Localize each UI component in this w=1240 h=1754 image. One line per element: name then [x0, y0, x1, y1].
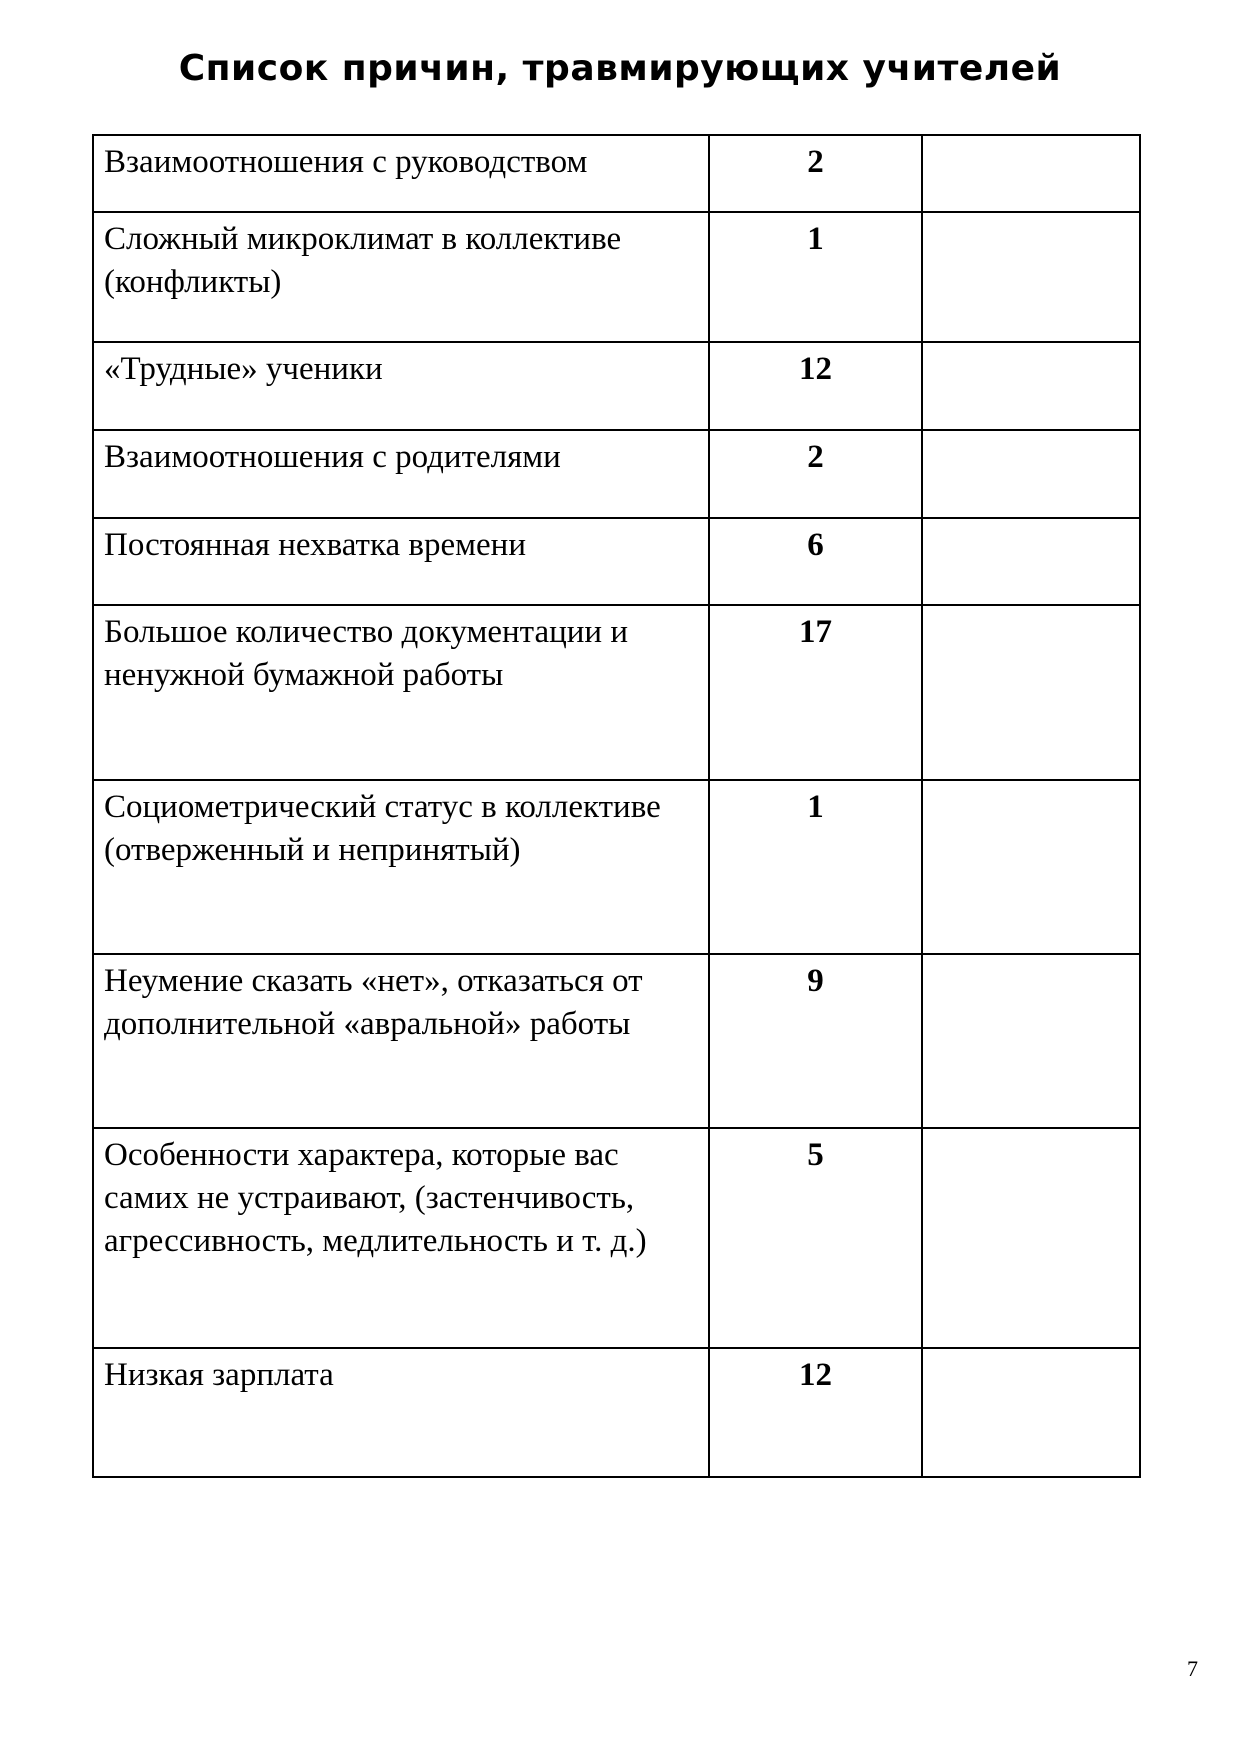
count-cell: 17: [709, 605, 922, 780]
count-cell: 12: [709, 1348, 922, 1477]
table-row: [93, 605, 1140, 780]
reason-cell: Большое количество документации и ненужной бумажной работы: [93, 605, 709, 780]
page-number: 7: [1187, 1656, 1198, 1681]
count-cell: 2: [709, 430, 922, 518]
reason-cell: Низкая зарплата: [93, 1348, 709, 1477]
table-row: [93, 1348, 1140, 1477]
table-row: [93, 518, 1140, 605]
reason-cell: Сложный микроклимат в коллективе (конфликты): [93, 212, 709, 342]
table-row: [93, 780, 1140, 954]
count-cell: 2: [709, 135, 922, 212]
reason-cell: Взаимоотношения с родителями: [93, 430, 709, 518]
count-cell: 9: [709, 954, 922, 1128]
count-cell: 12: [709, 342, 922, 430]
count-cell: 6: [709, 518, 922, 605]
reason-cell: Особенности характера, которые вас самих не устраивают, (застенчивость, агрессивность, медлительность и т. д.): [93, 1128, 709, 1348]
empty-cell: [922, 954, 1140, 1128]
empty-cell: [922, 1348, 1140, 1477]
table-row: [93, 342, 1140, 430]
causes-table: [92, 134, 1141, 1478]
empty-cell: [922, 1128, 1140, 1348]
reason-cell: Неумение сказать «нет», отказаться от дополнительной «авральной» работы: [93, 954, 709, 1128]
table-row: [93, 430, 1140, 518]
count-cell: 1: [709, 212, 922, 342]
empty-cell: [922, 780, 1140, 954]
count-cell: 1: [709, 780, 922, 954]
table-row: [93, 135, 1140, 212]
table-row: [93, 1128, 1140, 1348]
empty-cell: [922, 605, 1140, 780]
reason-cell: Взаимоотношения с руководством: [93, 135, 709, 212]
empty-cell: [922, 430, 1140, 518]
empty-cell: [922, 518, 1140, 605]
reason-cell: Социометрический статус в коллективе (отверженный и непринятый): [93, 780, 709, 954]
table-row: [93, 954, 1140, 1128]
empty-cell: [922, 342, 1140, 430]
reason-cell: Постоянная нехватка времени: [93, 518, 709, 605]
reason-cell: «Трудные» ученики: [93, 342, 709, 430]
empty-cell: [922, 135, 1140, 212]
empty-cell: [922, 212, 1140, 342]
count-cell: 5: [709, 1128, 922, 1348]
page-title: Список причин, травмирующих учителей: [178, 48, 1062, 89]
table-row: [93, 212, 1140, 342]
